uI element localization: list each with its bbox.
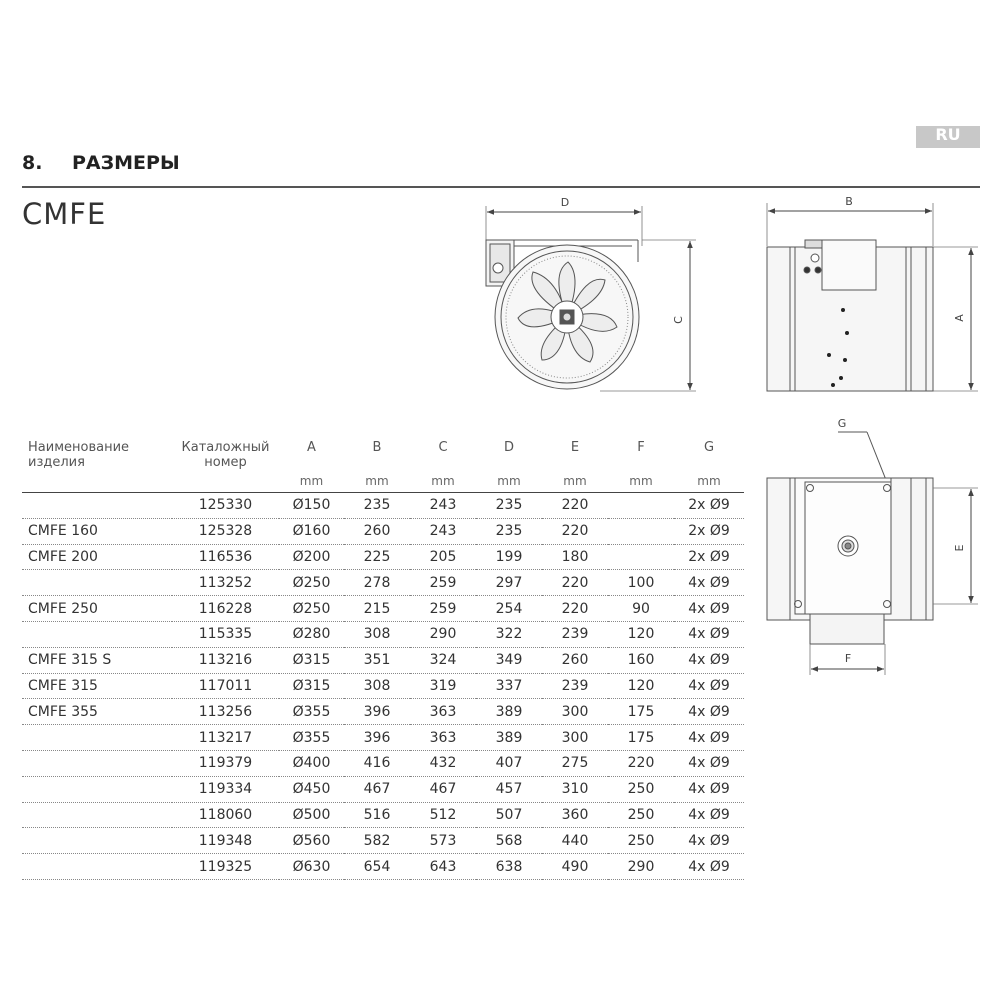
cell-f: 90 (608, 596, 674, 622)
cell-name (22, 493, 172, 519)
cell-g: 4x Ø9 (674, 725, 744, 751)
cell-d: 297 (476, 570, 542, 596)
cell-g: 2x Ø9 (674, 518, 744, 544)
cell-f: 120 (608, 621, 674, 647)
cell-g: 4x Ø9 (674, 596, 744, 622)
table-body (22, 493, 744, 880)
cell-cat: 117011 (172, 673, 279, 699)
section-number: 8. (22, 152, 43, 174)
table-row (22, 750, 744, 776)
cell-c: 324 (410, 647, 476, 673)
cell-g: 4x Ø9 (674, 699, 744, 725)
cell-f: 100 (608, 570, 674, 596)
cell-name (22, 776, 172, 802)
cell-g: 4x Ø9 (674, 673, 744, 699)
cell-b: 467 (344, 776, 410, 802)
cell-g: 4x Ø9 (674, 828, 744, 854)
cell-d: 389 (476, 725, 542, 751)
cell-b: 260 (344, 518, 410, 544)
cell-f: 160 (608, 647, 674, 673)
cell-f (608, 544, 674, 570)
cell-b: 235 (344, 493, 410, 519)
label-F: F (844, 652, 852, 665)
unit-F: mm (608, 474, 674, 493)
cell-a: Ø160 (279, 518, 344, 544)
cell-b: 654 (344, 854, 410, 880)
cell-name (22, 725, 172, 751)
cell-d: 638 (476, 854, 542, 880)
cell-name (22, 621, 172, 647)
unit-E: mm (542, 474, 608, 493)
cell-a: Ø250 (279, 570, 344, 596)
cell-cat: 113252 (172, 570, 279, 596)
cell-b: 396 (344, 699, 410, 725)
cell-d: 235 (476, 518, 542, 544)
cell-name (22, 802, 172, 828)
cell-cat: 116536 (172, 544, 279, 570)
cell-g: 4x Ø9 (674, 802, 744, 828)
cell-d: 507 (476, 802, 542, 828)
dimension-drawings (0, 0, 1000, 430)
language-badge: RU (916, 126, 980, 148)
cell-b: 396 (344, 725, 410, 751)
label-C: C (672, 316, 685, 324)
label-G: G (837, 417, 847, 430)
cell-c: 319 (410, 673, 476, 699)
cell-a: Ø400 (279, 750, 344, 776)
cell-d: 322 (476, 621, 542, 647)
cell-name: CMFE 315 (22, 673, 172, 699)
cell-name (22, 828, 172, 854)
side-view-drawing (767, 203, 978, 391)
cell-e: 360 (542, 802, 608, 828)
header-E: E (570, 440, 580, 455)
cell-e: 440 (542, 828, 608, 854)
cell-a: Ø630 (279, 854, 344, 880)
label-E: E (953, 544, 966, 552)
header-catalog: Каталожный номер (181, 440, 270, 470)
cell-a: Ø355 (279, 699, 344, 725)
cell-e: 220 (542, 518, 608, 544)
cell-f: 290 (608, 854, 674, 880)
table-row (22, 725, 744, 751)
cell-g: 4x Ø9 (674, 776, 744, 802)
cell-c: 363 (410, 699, 476, 725)
cell-g: 4x Ø9 (674, 621, 744, 647)
section-title: РАЗМЕРЫ (72, 152, 180, 174)
table-row (22, 544, 744, 570)
unit-D: mm (476, 474, 542, 493)
unit-G: mm (674, 474, 744, 493)
cell-d: 349 (476, 647, 542, 673)
cell-c: 259 (410, 570, 476, 596)
cell-cat: 119379 (172, 750, 279, 776)
cell-cat: 119348 (172, 828, 279, 854)
cell-g: 2x Ø9 (674, 544, 744, 570)
cell-b: 516 (344, 802, 410, 828)
cell-a: Ø500 (279, 802, 344, 828)
header-B: B (372, 440, 382, 455)
cell-d: 337 (476, 673, 542, 699)
cell-b: 308 (344, 673, 410, 699)
header-D: D (503, 440, 514, 455)
cell-name (22, 854, 172, 880)
cell-name: CMFE 250 (22, 596, 172, 622)
cell-e: 180 (542, 544, 608, 570)
cell-a: Ø200 (279, 544, 344, 570)
dimensions-table (22, 438, 744, 880)
cell-c: 363 (410, 725, 476, 751)
cell-a: Ø355 (279, 725, 344, 751)
cell-c: 432 (410, 750, 476, 776)
cell-c: 259 (410, 596, 476, 622)
cell-e: 300 (542, 725, 608, 751)
cell-cat: 113256 (172, 699, 279, 725)
cell-g: 4x Ø9 (674, 570, 744, 596)
cell-e: 220 (542, 570, 608, 596)
cell-e: 275 (542, 750, 608, 776)
cell-c: 512 (410, 802, 476, 828)
cell-cat: 115335 (172, 621, 279, 647)
cell-name (22, 750, 172, 776)
cell-c: 290 (410, 621, 476, 647)
cell-name: CMFE 160 (22, 518, 172, 544)
table-row (22, 493, 744, 519)
cell-e: 260 (542, 647, 608, 673)
cell-cat: 119325 (172, 854, 279, 880)
unit-C: mm (410, 474, 476, 493)
cell-e: 239 (542, 621, 608, 647)
cell-a: Ø250 (279, 596, 344, 622)
cell-g: 4x Ø9 (674, 647, 744, 673)
cell-cat: 125330 (172, 493, 279, 519)
table-row (22, 570, 744, 596)
table-row (22, 828, 744, 854)
header-G: G (703, 440, 715, 455)
cell-a: Ø280 (279, 621, 344, 647)
cell-c: 243 (410, 518, 476, 544)
cell-cat: 116228 (172, 596, 279, 622)
cell-f: 250 (608, 776, 674, 802)
header-name: Наименование изделия (28, 440, 130, 470)
label-A: A (953, 314, 966, 322)
cell-f: 220 (608, 750, 674, 776)
table-row (22, 699, 744, 725)
cell-name: CMFE 200 (22, 544, 172, 570)
cell-g: 4x Ø9 (674, 750, 744, 776)
cell-c: 573 (410, 828, 476, 854)
cell-cat: 125328 (172, 518, 279, 544)
cell-b: 278 (344, 570, 410, 596)
cell-name: CMFE 355 (22, 699, 172, 725)
cell-cat: 113217 (172, 725, 279, 751)
cell-a: Ø150 (279, 493, 344, 519)
cell-name: CMFE 315 S (22, 647, 172, 673)
cell-d: 235 (476, 493, 542, 519)
cell-b: 308 (344, 621, 410, 647)
cell-b: 416 (344, 750, 410, 776)
cell-f: 120 (608, 673, 674, 699)
cell-f: 250 (608, 828, 674, 854)
cell-e: 310 (542, 776, 608, 802)
table-row (22, 673, 744, 699)
cell-f (608, 518, 674, 544)
table-row (22, 621, 744, 647)
cell-f (608, 493, 674, 519)
cell-d: 407 (476, 750, 542, 776)
cell-b: 582 (344, 828, 410, 854)
cell-c: 243 (410, 493, 476, 519)
cell-e: 220 (542, 596, 608, 622)
table-row (22, 802, 744, 828)
table-row (22, 647, 744, 673)
table-row (22, 776, 744, 802)
header-C: C (438, 440, 448, 455)
unit-A: mm (279, 474, 344, 493)
cell-d: 389 (476, 699, 542, 725)
cell-c: 205 (410, 544, 476, 570)
table-row (22, 596, 744, 622)
cell-d: 568 (476, 828, 542, 854)
cell-cat: 119334 (172, 776, 279, 802)
cell-c: 643 (410, 854, 476, 880)
label-B: B (845, 195, 853, 208)
cell-d: 199 (476, 544, 542, 570)
front-view-drawing (486, 206, 696, 391)
cell-g: 4x Ø9 (674, 854, 744, 880)
cell-name (22, 570, 172, 596)
cell-f: 175 (608, 725, 674, 751)
cell-a: Ø560 (279, 828, 344, 854)
cell-c: 467 (410, 776, 476, 802)
header-F: F (637, 440, 645, 455)
cell-a: Ø315 (279, 673, 344, 699)
header-A: A (307, 440, 316, 455)
cell-b: 351 (344, 647, 410, 673)
cell-f: 175 (608, 699, 674, 725)
cell-cat: 113216 (172, 647, 279, 673)
cell-b: 225 (344, 544, 410, 570)
cell-e: 490 (542, 854, 608, 880)
cell-b: 215 (344, 596, 410, 622)
cell-f: 250 (608, 802, 674, 828)
cell-e: 220 (542, 493, 608, 519)
cell-g: 2x Ø9 (674, 493, 744, 519)
model-title: CMFE (22, 197, 107, 231)
cell-e: 300 (542, 699, 608, 725)
cell-d: 457 (476, 776, 542, 802)
unit-B: mm (344, 474, 410, 493)
cell-a: Ø450 (279, 776, 344, 802)
table-row (22, 518, 744, 544)
table-row (22, 854, 744, 880)
label-D: D (560, 196, 570, 209)
cell-cat: 118060 (172, 802, 279, 828)
cell-e: 239 (542, 673, 608, 699)
cell-a: Ø315 (279, 647, 344, 673)
cell-d: 254 (476, 596, 542, 622)
